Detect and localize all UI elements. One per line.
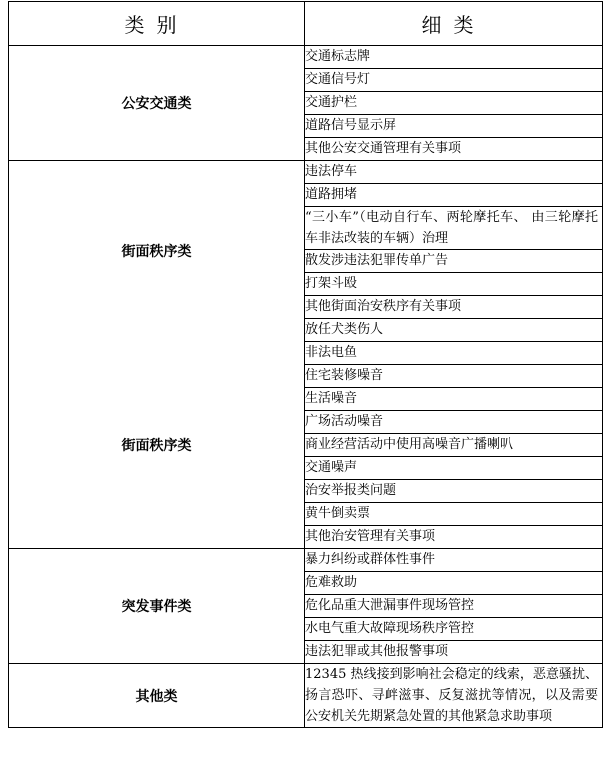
subcategory-cell: 其他公安交通管理有关事项: [305, 138, 603, 161]
category-cell: 公安交通类: [9, 46, 305, 161]
category-cell: 街面秩序类: [9, 342, 305, 549]
subcategory-cell: 商业经营活动中使用高噪音广播喇叭: [305, 434, 603, 457]
subcategory-cell: 违法犯罪或其他报警事项: [305, 641, 603, 664]
table-row: [9, 161, 603, 184]
subcategory-cell: 交通标志牌: [305, 46, 603, 69]
subcategory-cell: 违法停车: [305, 161, 603, 184]
subcategory-cell: 打架斗殴: [305, 273, 603, 296]
subcategory-cell: 交通噪声: [305, 457, 603, 480]
category-cell: 突发事件类: [9, 549, 305, 664]
subcategory-cell: 道路信号显示屏: [305, 115, 603, 138]
table-row: [9, 46, 603, 69]
subcategory-cell: 广场活动噪音: [305, 411, 603, 434]
category-cell: 街面秩序类: [9, 161, 305, 342]
subcategory-cell: 其他治安管理有关事项: [305, 526, 603, 549]
subcategory-cell: 水电气重大故障现场秩序管控: [305, 618, 603, 641]
subcategory-cell: 散发涉违法犯罪传单广告: [305, 250, 603, 273]
subcategory-cell: 生活噪音: [305, 388, 603, 411]
table-row: [9, 342, 603, 365]
subcategory-cell: 治安举报类问题: [305, 480, 603, 503]
header-subcategory: 细类: [305, 2, 603, 46]
category-cell: 其他类: [9, 664, 305, 728]
subcategory-cell: “三小车”（电动自行车、两轮摩托车、 由三轮摩托车非法改装的车辆）治理: [305, 207, 603, 250]
subcategory-cell: 12345 热线接到影响社会稳定的线索，恶意骚扰、扬言恐吓、寻衅滋事、反复滋扰等情况，以及需要公安机关先期紧急处置的其他紧急求助事项: [305, 664, 603, 728]
subcategory-cell: 交通信号灯: [305, 69, 603, 92]
subcategory-cell: 道路拥堵: [305, 184, 603, 207]
subcategory-cell: 交通护栏: [305, 92, 603, 115]
subcategory-cell: 暴力纠纷或群体性事件: [305, 549, 603, 572]
subcategory-cell: 危难救助: [305, 572, 603, 595]
table-row: [9, 549, 603, 572]
subcategory-cell: 非法电鱼: [305, 342, 603, 365]
header-category: 类别: [9, 2, 305, 46]
subcategory-cell: 放任犬类伤人: [305, 319, 603, 342]
subcategory-cell: 危化品重大泄漏事件现场管控: [305, 595, 603, 618]
header-row: [9, 2, 603, 46]
table-row: [9, 664, 603, 728]
subcategory-cell: 黄牛倒卖票: [305, 503, 603, 526]
classification-table: [8, 1, 603, 728]
subcategory-cell: 其他街面治安秩序有关事项: [305, 296, 603, 319]
subcategory-cell: 住宅装修噪音: [305, 365, 603, 388]
